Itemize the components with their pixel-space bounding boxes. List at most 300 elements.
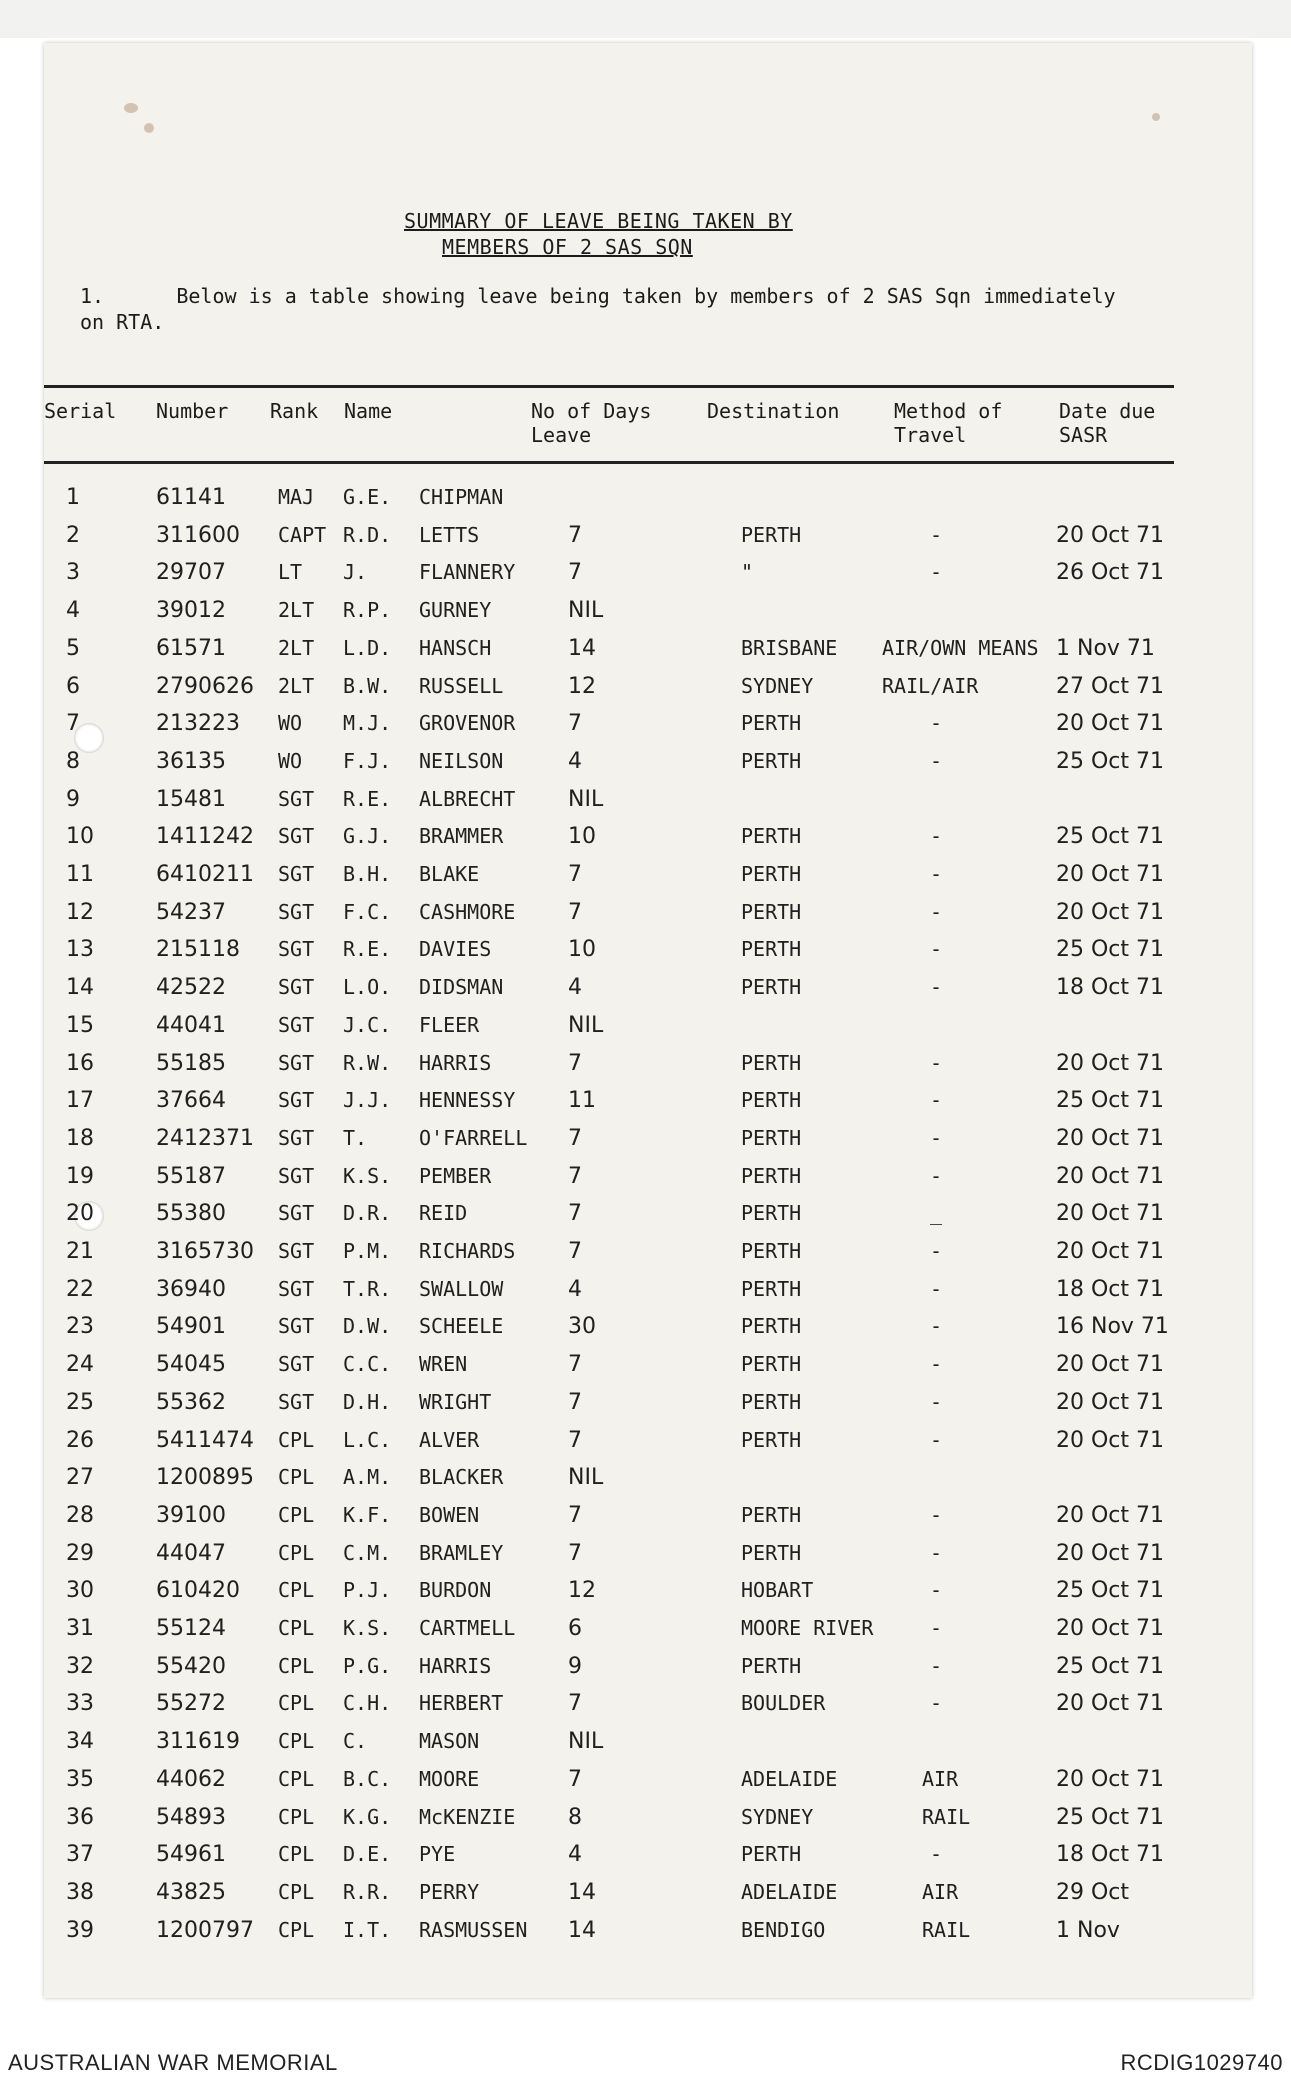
cell-serial: 13 [66, 937, 94, 963]
cell-number: 43825 [156, 1879, 226, 1905]
cell-number: 44047 [156, 1540, 226, 1566]
cell-initials: P.G. [343, 1653, 392, 1678]
cell-method: - [930, 1427, 943, 1452]
cell-surname: DIDSMAN [419, 975, 504, 1000]
cell-destination: BOULDER [741, 1691, 826, 1716]
cell-days: 7 [568, 1201, 582, 1227]
cell-days: NIL [568, 598, 604, 624]
table-row [44, 900, 1204, 937]
table-row [44, 975, 1204, 1012]
cell-method: - [930, 1050, 943, 1075]
cell-initials: L.D. [343, 635, 392, 660]
cell-surname: RASMUSSEN [419, 1917, 528, 1942]
cell-initials: K.S. [343, 1616, 392, 1640]
cell-serial: 26 [66, 1427, 94, 1453]
cell-days: 7 [568, 862, 582, 887]
cell-rank: SGT [278, 1389, 315, 1414]
cell-destination: PERTH [741, 1201, 802, 1226]
cell-rank: CPL [278, 1691, 315, 1716]
cell-initials: B.W. [343, 673, 392, 698]
cell-number: 61141 [156, 485, 226, 510]
table-row [44, 1051, 1204, 1088]
cell-rank: 2LT [278, 673, 315, 698]
cell-number: 55362 [156, 1389, 226, 1415]
cell-date: 20 Oct 71 [1056, 1427, 1165, 1453]
table-row [44, 1578, 1204, 1615]
cell-surname: MASON [419, 1729, 480, 1754]
table-row [44, 711, 1204, 748]
table-row [44, 1465, 1204, 1502]
cell-initials: J.J. [343, 1088, 392, 1113]
cell-surname: SWALLOW [419, 1276, 504, 1301]
cell-destination: PERTH [741, 1502, 802, 1527]
cell-serial: 33 [66, 1691, 94, 1717]
cell-number: 42522 [156, 975, 226, 1001]
col-header-rank: Rank [270, 399, 319, 423]
paper-stain [124, 103, 138, 113]
cell-number: 54045 [156, 1352, 226, 1378]
cell-rank: CPL [278, 1578, 315, 1603]
cell-initials: B.H. [343, 862, 392, 886]
cell-date: 20 Oct 71 [1056, 1502, 1165, 1528]
cell-serial: 9 [66, 786, 80, 812]
cell-surname: BRAMMER [419, 824, 504, 849]
cell-surname: NEILSON [419, 748, 504, 773]
cell-days: 7 [568, 1389, 582, 1415]
cell-destination: PERTH [741, 1427, 802, 1452]
cell-method: - [930, 1239, 943, 1263]
cell-number: 1200895 [156, 1465, 254, 1491]
cell-serial: 25 [66, 1389, 94, 1415]
cell-date: 20 Oct 71 [1056, 1691, 1165, 1717]
cell-number: 36135 [156, 748, 226, 774]
cell-serial: 19 [66, 1163, 94, 1189]
col-header-destination: Destination [707, 399, 840, 423]
cell-days: 12 [568, 1578, 596, 1604]
cell-days: 6 [568, 1616, 582, 1641]
cell-method: - [930, 1578, 943, 1603]
cell-serial: 2 [66, 522, 80, 548]
cell-number: 15481 [156, 786, 226, 812]
cell-initials: P.M. [343, 1239, 392, 1263]
cell-date: 20 Oct 71 [1056, 1125, 1165, 1151]
cell-rank: SGT [278, 975, 315, 1000]
cell-days: 4 [568, 748, 582, 774]
table-row [44, 636, 1204, 673]
cell-serial: 1 [66, 485, 80, 510]
table-row [44, 1691, 1204, 1728]
table-row [44, 1314, 1204, 1351]
cell-destination: PERTH [741, 1842, 802, 1867]
cell-rank: CPL [278, 1917, 315, 1942]
cell-destination: ADELAIDE [741, 1879, 838, 1904]
cell-initials: D.W. [343, 1314, 392, 1339]
table-row [44, 1277, 1204, 1314]
cell-number: 44062 [156, 1766, 226, 1792]
table-row [44, 523, 1204, 560]
cell-rank: CPL [278, 1729, 315, 1754]
cell-destination: PERTH [741, 1352, 802, 1377]
cell-date: 25 Oct 71 [1056, 937, 1165, 963]
cell-surname: HARRIS [419, 1653, 492, 1678]
cell-destination: PERTH [741, 748, 802, 773]
cell-rank: SGT [278, 1012, 315, 1037]
cell-method: - [930, 1842, 943, 1867]
cell-destination: SYDNEY [741, 673, 814, 698]
table-row [44, 1352, 1204, 1389]
cell-number: 55272 [156, 1691, 226, 1717]
col-header-name: Name [344, 399, 393, 423]
cell-rank: CAPT [278, 522, 327, 547]
cell-surname: CHIPMAN [419, 485, 504, 509]
cell-destination: BENDIGO [741, 1917, 826, 1942]
cell-surname: BRAMLEY [419, 1540, 504, 1565]
cell-serial: 6 [66, 673, 80, 699]
cell-initials: J. [343, 560, 368, 585]
cell-surname: CARTMELL [419, 1616, 516, 1640]
cell-serial: 12 [66, 899, 94, 925]
cell-surname: BLAKE [419, 862, 480, 886]
cell-method: - [930, 748, 943, 773]
cell-date: 1 Nov 71 [1056, 635, 1155, 661]
cell-method: AIR [922, 1766, 959, 1791]
cell-surname: BOWEN [419, 1502, 480, 1527]
col-header-serial: Serial [44, 399, 117, 423]
table-row [44, 1729, 1204, 1766]
cell-destination: PERTH [741, 899, 802, 924]
cell-days: 4 [568, 1276, 582, 1302]
cell-serial: 29 [66, 1540, 94, 1566]
cell-days: NIL [568, 1465, 604, 1491]
cell-surname: SCHEELE [419, 1314, 504, 1339]
cell-rank: SGT [278, 786, 315, 811]
cell-rank: SGT [278, 937, 315, 962]
cell-method: RAIL/AIR [882, 673, 979, 698]
cell-surname: MOORE [419, 1766, 480, 1791]
cell-initials: T. [343, 1125, 368, 1150]
cell-serial: 15 [66, 1012, 94, 1038]
cell-surname: WRIGHT [419, 1389, 492, 1414]
intro-paragraph: 1. Below is a table showing leave being taken by members of 2 SAS Sqn immediately on RTA. [80, 284, 1116, 334]
cell-destination: PERTH [741, 1163, 802, 1188]
table-row [44, 1918, 1204, 1955]
cell-date: 25 Oct 71 [1056, 748, 1165, 774]
cell-method: - [930, 1540, 943, 1565]
cell-initials: R.E. [343, 786, 392, 811]
cell-rank: SGT [278, 1088, 315, 1113]
cell-date: 18 Oct 71 [1056, 1842, 1165, 1868]
cell-number: 6410211 [156, 862, 254, 887]
cell-number: 54901 [156, 1314, 226, 1340]
cell-serial: 24 [66, 1352, 94, 1378]
cell-days: 7 [568, 1766, 582, 1792]
cell-serial: 38 [66, 1879, 94, 1905]
cell-surname: HANSCH [419, 635, 492, 660]
cell-rank: SGT [278, 899, 315, 924]
table-row [44, 1880, 1204, 1917]
cell-destination: PERTH [741, 1540, 802, 1565]
cell-days: NIL [568, 1012, 604, 1038]
cell-serial: 8 [66, 748, 80, 774]
col-header-days: No of Days Leave [531, 399, 652, 447]
cell-serial: 37 [66, 1842, 94, 1868]
cell-days: 7 [568, 1540, 582, 1566]
paper-stain [144, 123, 154, 133]
cell-days: 4 [568, 1842, 582, 1868]
cell-destination: PERTH [741, 522, 802, 547]
cell-surname: PYE [419, 1842, 456, 1867]
cell-method: - [930, 824, 943, 849]
table-row [44, 598, 1204, 635]
cell-number: 44041 [156, 1012, 226, 1038]
document-title-line-1: SUMMARY OF LEAVE BEING TAKEN BY [404, 209, 793, 233]
cell-number: 54961 [156, 1842, 226, 1868]
cell-method: - [930, 1088, 943, 1113]
cell-method: - [930, 862, 943, 886]
cell-number: 54237 [156, 899, 226, 925]
cell-destination: PERTH [741, 1653, 802, 1678]
cell-serial: 31 [66, 1616, 94, 1641]
col-header-date: Date due SASR [1059, 399, 1156, 447]
cell-surname: GROVENOR [419, 711, 516, 736]
cell-date: 18 Oct 71 [1056, 1276, 1165, 1302]
cell-surname: HENNESSY [419, 1088, 516, 1113]
cell-rank: LT [278, 560, 303, 585]
cell-days: 12 [568, 673, 596, 699]
cell-destination: HOBART [741, 1578, 814, 1603]
cell-rank: SGT [278, 1352, 315, 1377]
cell-initials: P.J. [343, 1578, 392, 1603]
cell-destination: PERTH [741, 975, 802, 1000]
cell-date: 20 Oct 71 [1056, 1540, 1165, 1566]
cell-method: - [930, 899, 943, 924]
table-row [44, 1842, 1204, 1879]
cell-destination: MOORE RIVER [741, 1616, 874, 1640]
cell-serial: 11 [66, 862, 94, 887]
cell-number: 2790626 [156, 673, 254, 699]
cell-number: 1411242 [156, 824, 254, 850]
cell-serial: 21 [66, 1239, 94, 1264]
table-row [44, 1239, 1204, 1276]
cell-surname: DAVIES [419, 937, 492, 962]
cell-date: 20 Oct 71 [1056, 1616, 1165, 1641]
cell-number: 39012 [156, 598, 226, 624]
cell-number: 36940 [156, 1276, 226, 1302]
cell-days: 7 [568, 899, 582, 925]
cell-number: 37664 [156, 1088, 226, 1114]
cell-destination: PERTH [741, 824, 802, 849]
cell-days: 9 [568, 1653, 582, 1679]
cell-serial: 3 [66, 560, 80, 586]
cell-number: 610420 [156, 1578, 240, 1604]
cell-rank: SGT [278, 1314, 315, 1339]
table-row [44, 560, 1204, 597]
cell-rank: CPL [278, 1540, 315, 1565]
cell-destination: PERTH [741, 937, 802, 962]
cell-days: 7 [568, 560, 582, 586]
cell-initials: D.E. [343, 1842, 392, 1867]
cell-date: 25 Oct 71 [1056, 1804, 1165, 1830]
cell-destination: PERTH [741, 1088, 802, 1113]
cell-number: 311619 [156, 1729, 240, 1755]
table-row [44, 1088, 1204, 1125]
cell-destination: BRISBANE [741, 635, 838, 660]
cell-rank: SGT [278, 1125, 315, 1150]
cell-date: 20 Oct 71 [1056, 1050, 1165, 1076]
document-page [44, 43, 1252, 1998]
cell-method: - [930, 937, 943, 962]
cell-date: 20 Oct 71 [1056, 862, 1165, 887]
cell-rank: CPL [278, 1616, 315, 1640]
cell-rank: SGT [278, 1163, 315, 1188]
cell-surname: McKENZIE [419, 1804, 516, 1829]
header-bottom-rule [44, 461, 1174, 464]
cell-rank: CPL [278, 1653, 315, 1678]
cell-surname: ALVER [419, 1427, 480, 1452]
cell-destination: PERTH [741, 1389, 802, 1414]
cell-days: 7 [568, 522, 582, 548]
cell-number: 55420 [156, 1653, 226, 1679]
cell-number: 55187 [156, 1163, 226, 1189]
cell-initials: C.M. [343, 1540, 392, 1565]
cell-rank: SGT [278, 1276, 315, 1301]
cell-number: 61571 [156, 635, 226, 661]
cell-surname: O'FARRELL [419, 1125, 528, 1150]
cell-rank: WO [278, 711, 303, 736]
cell-date: 20 Oct 71 [1056, 522, 1165, 548]
cell-number: 213223 [156, 711, 240, 737]
table-row [44, 1805, 1204, 1842]
cell-rank: SGT [278, 862, 315, 886]
cell-method: - [930, 1352, 943, 1377]
cell-serial: 36 [66, 1804, 94, 1830]
cell-days: 10 [568, 937, 596, 963]
cell-serial: 27 [66, 1465, 94, 1491]
cell-rank: 2LT [278, 598, 315, 623]
cell-destination: PERTH [741, 1276, 802, 1301]
cell-date: 20 Oct 71 [1056, 1766, 1165, 1792]
cell-initials: G.E. [343, 485, 392, 509]
table-row [44, 937, 1204, 974]
cell-number: 1200797 [156, 1917, 254, 1943]
cell-initials: K.F. [343, 1502, 392, 1527]
cell-number: 39100 [156, 1502, 226, 1528]
cell-method: - [930, 1616, 943, 1640]
cell-days: 7 [568, 1427, 582, 1453]
footer-archive-name: AUSTRALIAN WAR MEMORIAL [8, 2050, 338, 2075]
cell-destination: PERTH [741, 1239, 802, 1263]
cell-serial: 39 [66, 1917, 94, 1943]
cell-surname: REID [419, 1201, 468, 1226]
cell-initials: R.R. [343, 1879, 392, 1904]
cell-date: 18 Oct 71 [1056, 975, 1165, 1001]
cell-method: - [930, 560, 943, 585]
cell-date: 26 Oct 71 [1056, 560, 1165, 586]
cell-serial: 30 [66, 1578, 94, 1604]
cell-initials: R.D. [343, 522, 392, 547]
cell-method: AIR/OWN MEANS [882, 635, 1039, 660]
cell-surname: FLEER [419, 1012, 480, 1037]
cell-method: - [930, 1691, 943, 1716]
cell-initials: D.H. [343, 1389, 392, 1414]
table-row [44, 1013, 1204, 1050]
table-row [44, 485, 1204, 522]
cell-initials: C. [343, 1729, 368, 1754]
cell-days: 10 [568, 824, 596, 850]
table-row [44, 1767, 1204, 1804]
cell-initials: F.C. [343, 899, 392, 924]
cell-serial: 5 [66, 635, 80, 661]
cell-rank: CPL [278, 1804, 315, 1829]
cell-number: 55185 [156, 1050, 226, 1076]
cell-surname: BLACKER [419, 1465, 504, 1490]
cell-serial: 35 [66, 1766, 94, 1792]
cell-initials: L.C. [343, 1427, 392, 1452]
footer-record-id: RCDIG1029740 [1120, 2050, 1283, 2075]
cell-date: 25 Oct 71 [1056, 1653, 1165, 1679]
cell-initials: I.T. [343, 1917, 392, 1942]
cell-rank: CPL [278, 1427, 315, 1452]
cell-days: 4 [568, 975, 582, 1001]
cell-days: 7 [568, 1239, 582, 1264]
cell-serial: 22 [66, 1276, 94, 1302]
col-header-number: Number [156, 399, 229, 423]
cell-destination: PERTH [741, 1125, 802, 1150]
cell-date: 25 Oct 71 [1056, 824, 1165, 850]
cell-surname: CASHMORE [419, 899, 516, 924]
cell-serial: 32 [66, 1653, 94, 1679]
cell-days: 14 [568, 1879, 596, 1905]
cell-rank: CPL [278, 1842, 315, 1867]
cell-days: 7 [568, 1125, 582, 1151]
header-top-rule [44, 385, 1174, 388]
cell-days: 30 [568, 1314, 596, 1340]
cell-surname: LETTS [419, 522, 480, 547]
cell-days: 11 [568, 1088, 596, 1114]
cell-serial: 7 [66, 711, 80, 737]
cell-destination: PERTH [741, 862, 802, 886]
cell-days: 7 [568, 711, 582, 737]
cell-method: AIR [922, 1879, 959, 1904]
cell-rank: SGT [278, 1050, 315, 1075]
cell-number: 215118 [156, 937, 240, 963]
scan-top-border [0, 0, 1291, 38]
col-header-method: Method of Travel [894, 399, 1003, 447]
cell-date: 20 Oct 71 [1056, 711, 1165, 737]
cell-number: 311600 [156, 522, 240, 548]
cell-number: 55124 [156, 1616, 226, 1641]
cell-initials: R.P. [343, 598, 392, 623]
cell-destination: PERTH [741, 1050, 802, 1075]
cell-method: - [930, 1163, 943, 1188]
cell-surname: FLANNERY [419, 560, 516, 585]
cell-surname: BURDON [419, 1578, 492, 1603]
cell-method: - [930, 1653, 943, 1678]
cell-days: NIL [568, 1729, 604, 1755]
table-row [44, 1503, 1204, 1540]
cell-initials: C.H. [343, 1691, 392, 1716]
cell-method: - [930, 975, 943, 1000]
cell-rank: CPL [278, 1766, 315, 1791]
cell-days: 7 [568, 1050, 582, 1076]
table-row [44, 1541, 1204, 1578]
cell-rank: CPL [278, 1879, 315, 1904]
cell-number: 54893 [156, 1804, 226, 1830]
cell-surname: HERBERT [419, 1691, 504, 1716]
cell-destination: SYDNEY [741, 1804, 814, 1829]
cell-initials: F.J. [343, 748, 392, 773]
cell-method: - [930, 522, 943, 547]
